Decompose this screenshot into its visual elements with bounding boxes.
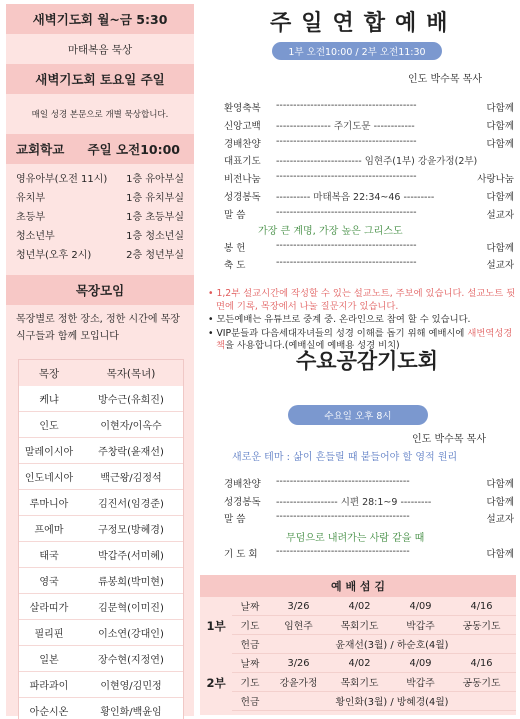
date-cell: 4/02 (348, 657, 371, 669)
order-role: 다함께 (486, 549, 514, 560)
saturday-prayer-body: 매일 성경 본문으로 개별 묵상합니다. (6, 94, 194, 134)
order-role: 다함께 (486, 120, 514, 132)
table-row (19, 672, 183, 698)
offering-label: 헌금 (240, 640, 260, 651)
table-row (19, 646, 183, 672)
order-dashes: ----------------------------------------- (276, 100, 417, 111)
prayer-label: 기도 (240, 678, 260, 689)
school-place: 1층 청소년실 (126, 231, 184, 242)
order-dashes: ----------------------------------------- (276, 257, 417, 268)
church-school-list (6, 164, 194, 267)
mokjang-name: 루마니아 (29, 499, 69, 510)
order-line (224, 171, 514, 185)
mokjang-title: 목장모임 (6, 275, 194, 305)
service-roles-title: 예 배 섬 김 (200, 575, 516, 597)
order-line (224, 546, 514, 560)
mokjang-leader: 주창락(윤재선) (98, 447, 164, 458)
order-dashes: ----------------------------------------- (276, 206, 417, 218)
date-cell: 3/26 (287, 600, 310, 612)
offering-cell: 윤재선(3월) / 하순호(4월) (335, 640, 449, 651)
school-name: 영유아부(오전 11시) (16, 174, 108, 185)
mokjang-leader: 김진서(임경준) (98, 499, 164, 510)
table-row (19, 620, 183, 646)
order-role: 설교자 (486, 260, 514, 271)
prayer-row (232, 673, 516, 692)
mokjang-name: 살라띠가 (29, 603, 69, 614)
order-label: 성경봉독 (224, 192, 261, 203)
date-label: 날짜 (240, 659, 260, 670)
order-dashes: --------------------------------------- (276, 476, 410, 487)
date-row (232, 654, 516, 673)
mokjang-name: 필리핀 (34, 629, 64, 640)
table-header (19, 360, 183, 386)
service-part (200, 654, 516, 711)
table-row (19, 464, 183, 490)
school-name: 초등부 (16, 212, 45, 223)
order-label: 말 씀 (224, 209, 246, 221)
order-role: 다함께 (486, 496, 514, 508)
mokjang-leader: 박갑주(서미혜) (98, 551, 164, 562)
order-line (224, 153, 514, 167)
order-label: 대표기도 (224, 156, 261, 168)
date-cell: 4/09 (409, 600, 432, 612)
prayer-cell: 임현주 (284, 621, 313, 632)
order-line (224, 189, 514, 203)
school-place: 2층 청년부실 (126, 250, 184, 261)
prayer-cell: 목회기도 (340, 678, 379, 689)
mokjang-leader: 이소연(강대인) (98, 629, 164, 640)
date-cell: 4/09 (409, 657, 432, 669)
order-role: 다함께 (486, 192, 514, 203)
order-line (224, 240, 514, 254)
order-line (224, 476, 514, 490)
table-row (19, 698, 183, 719)
left-column (6, 4, 194, 716)
table-row (19, 594, 183, 620)
wednesday-time-pill: 수요일 오후 8시 (288, 405, 428, 425)
mokjang-name: 케냐 (39, 395, 59, 406)
prayer-cell: 박갑주 (406, 621, 435, 632)
order-label: 축 도 (224, 260, 246, 271)
sunday-service-title: 주일연합예배 (270, 11, 458, 36)
saturday-prayer-title: 새벽기도회 토요일 주일 (6, 64, 194, 94)
wednesday-pastor: 인도 박수목 목사 (412, 434, 486, 445)
order-dashes: ------------------------- 임현주(1부) 강윤가정(2부) (276, 156, 478, 168)
table-row (19, 386, 183, 412)
sunday-sermon-title: 가장 큰 계명, 가장 높은 그리스도 (258, 226, 403, 237)
order-dashes: ----------------------------------------- (276, 135, 417, 147)
service-roles-table (200, 575, 516, 715)
date-row (232, 597, 516, 616)
order-line (224, 207, 514, 221)
wednesday-sermon-title: 무덤으로 내려가는 사람 같을 때 (286, 533, 425, 544)
prayer-cell: 공동기도 (462, 678, 501, 689)
school-place: 1층 유치부실 (126, 193, 184, 204)
mokjang-leader: 백근왕/김정석 (100, 473, 162, 484)
wednesday-theme: 새로운 테마 : 삶이 흔들릴 때 붙들어야 할 영적 원리 (232, 452, 458, 463)
table-row (19, 542, 183, 568)
school-place: 1층 유아부실 (126, 174, 184, 185)
date-cell: 4/02 (348, 600, 371, 612)
prayer-cell: 강윤가정 (279, 678, 318, 689)
order-dashes: ---------------- 주기도문 ------------ (276, 120, 415, 132)
order-label: 성경봉독 (224, 496, 261, 508)
order-role: 설교자 (486, 514, 514, 525)
mokjang-name: 말레이시아 (24, 447, 74, 458)
offering-row (232, 635, 516, 654)
order-line (224, 494, 514, 508)
order-dashes: --------------------------------------- (276, 511, 410, 522)
order-label: 비전나눔 (224, 174, 261, 186)
date-cell: 4/16 (470, 657, 493, 669)
school-row (16, 168, 190, 187)
order-role: 다함께 (486, 103, 514, 114)
school-place: 1층 초등부실 (126, 212, 184, 223)
mokjang-name: 아순시온 (29, 707, 69, 718)
church-school-title: 교회학교 (16, 142, 65, 157)
mokjang-name: 영국 (39, 577, 59, 588)
offering-row (232, 692, 516, 711)
order-role: 사랑나눔 (477, 174, 514, 186)
prayer-cell: 목회기도 (340, 621, 379, 632)
dawn-prayer-title: 새벽기도회 월~금 5:30 (6, 4, 194, 34)
church-school-time: 주일 오전10:00 (87, 142, 180, 157)
part-rows (232, 597, 516, 654)
note-bible-highlight: 새번역성경책 (216, 327, 513, 351)
sunday-pastor: 인도 박수목 목사 (408, 74, 482, 85)
order-dashes: ----------------------------------------- (276, 171, 417, 183)
mokjang-description: 목장별로 정한 장소, 정한 시간에 목장식구들과 함께 모입니다 (6, 305, 194, 355)
mokjang-table (18, 359, 184, 719)
prayer-row (232, 616, 516, 635)
order-dashes: ------------------ 시편 28:1~9 --------- (276, 496, 432, 508)
order-dashes: ---------- 마태복음 22:34~46 --------- (276, 192, 435, 203)
order-label: 기 도 회 (224, 549, 258, 560)
mokjang-leader: 장수현(지정연) (98, 655, 164, 666)
mokjang-leader: 김문혁(이미진) (98, 603, 164, 614)
mokjang-leader: 구정모(방혜경) (98, 525, 164, 536)
church-school-header (6, 134, 194, 164)
date-label: 날짜 (240, 602, 260, 613)
column-header-leader: 목자(목녀) (106, 367, 156, 380)
service-part (200, 597, 516, 654)
part-rows (232, 654, 516, 711)
date-cell: 4/16 (470, 600, 493, 612)
note-bible-part3: 을 사용합니다.(예배실에 예배용 성경 비치) (224, 340, 400, 351)
mokjang-name: 인도 (39, 421, 59, 432)
order-label: 신앙고백 (224, 120, 261, 132)
order-role: 설교자 (486, 209, 514, 221)
table-row (19, 490, 183, 516)
order-role: 다함께 (486, 138, 514, 150)
order-dashes: ----------------------------------------- (276, 240, 417, 251)
table-row (19, 438, 183, 464)
table-row (19, 568, 183, 594)
mokjang-leader: 방수근(유희진) (98, 395, 164, 406)
dawn-prayer-body: 마태복음 묵상 (6, 34, 194, 64)
offering-cell: 황인화(3월) / 방혜경(4월) (335, 697, 449, 708)
table-row (19, 412, 183, 438)
order-line (224, 118, 514, 132)
prayer-cell: 박갑주 (406, 678, 435, 689)
order-label: 환영축복 (224, 103, 261, 114)
notes-list (206, 288, 518, 354)
mokjang-leader: 이현자/이옥수 (100, 421, 162, 432)
sunday-times-pill: 1부 오전10:00 / 2부 오전11:30 (272, 42, 442, 60)
order-label: 봉 헌 (224, 243, 246, 254)
order-line (224, 100, 514, 114)
school-name: 청년부(오후 2시) (16, 250, 92, 261)
mokjang-leader: 류봉희(박미현) (98, 577, 164, 588)
order-role: 다함께 (486, 479, 514, 490)
school-name: 유치부 (16, 193, 45, 204)
note-sermon-notes: • 1,2부 설교시간에 작성할 수 있는 설교노트, 주보에 있습니다. 설교노트 뒷면에 기록, 목장에서 나눌 질문지가 있습니다. (208, 288, 516, 312)
school-name: 청소년부 (16, 231, 55, 242)
column-header-mokjang: 목장 (38, 367, 60, 380)
prayer-label: 기도 (240, 621, 260, 632)
prayer-cell: 공동기도 (462, 621, 501, 632)
note-youtube: • 모든예배는 유튜브로 중계 중. 온라인으로 참여 할 수 있습니다. (208, 314, 471, 325)
school-row (16, 225, 190, 244)
date-cell: 3/26 (287, 657, 310, 669)
order-line (224, 136, 514, 150)
school-row (16, 244, 190, 263)
wednesday-title: 수요공감기도회 (296, 349, 439, 373)
mokjang-name: 프에마 (34, 525, 64, 536)
mokjang-leader: 이현영/김민정 (100, 681, 162, 692)
school-row (16, 187, 190, 206)
order-label: 말 씀 (224, 514, 246, 525)
order-role: 다함께 (486, 243, 514, 254)
order-dashes: --------------------------------------- (276, 546, 410, 557)
order-label: 경배찬양 (224, 138, 261, 150)
mokjang-name: 태국 (39, 551, 59, 562)
mokjang-name: 파라과이 (29, 681, 69, 692)
order-line (224, 257, 514, 271)
offering-label: 헌금 (240, 697, 260, 708)
part-label: 1부 (206, 618, 226, 633)
mokjang-leader: 황인화/백윤임 (100, 707, 162, 718)
order-line (224, 511, 514, 525)
note-bible-part1: • VIP분들과 다음세대자녀들의 성경 이해를 돕기 위해 예배시에 (208, 327, 468, 339)
order-label: 경배찬양 (224, 479, 261, 490)
mokjang-name: 인도네시아 (24, 473, 74, 484)
mokjang-name: 일본 (39, 655, 59, 666)
school-row (16, 206, 190, 225)
table-row (19, 516, 183, 542)
part-label: 2부 (206, 675, 226, 690)
